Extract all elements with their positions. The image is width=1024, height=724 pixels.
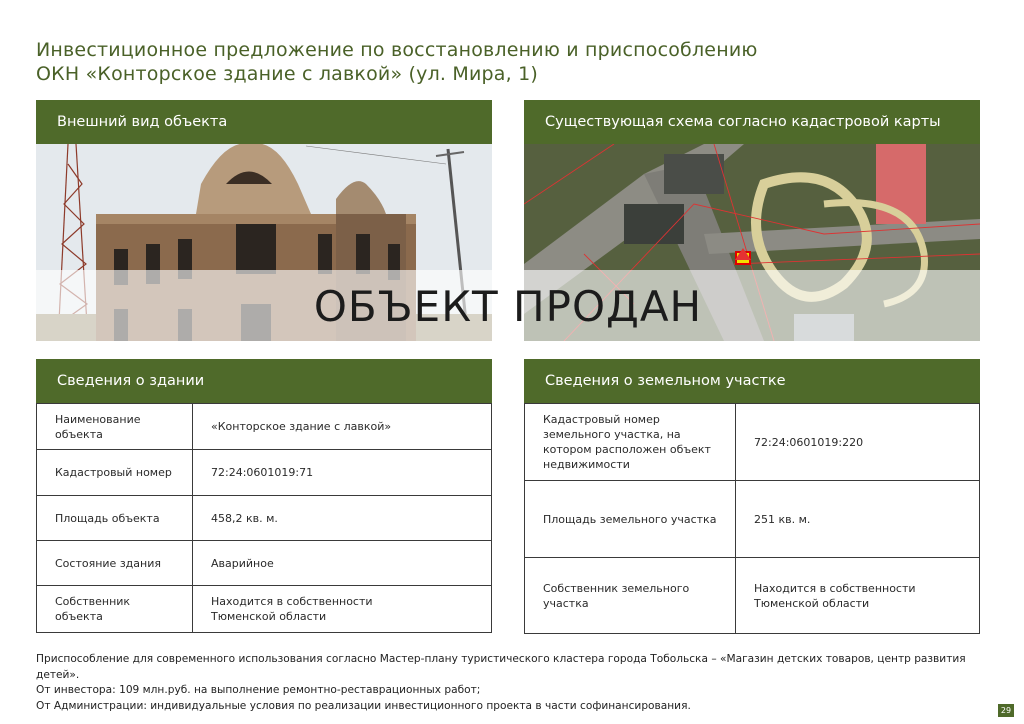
map-panel-header: Существующая схема согласно кадастровой карты — [524, 100, 980, 144]
photo-panel-header: Внешний вид объекта — [36, 100, 492, 144]
sold-label: ОБЪЕКТ ПРОДАН — [313, 282, 703, 331]
table-row — [525, 404, 980, 481]
building-info-header: Сведения о здании — [36, 359, 492, 403]
building-info-panel — [36, 359, 492, 633]
row-label: Собственник земельного участка — [525, 558, 736, 634]
page-title — [36, 38, 996, 86]
row-value: 72:24:0601019:71 — [193, 450, 492, 496]
page-title-line-1: Инвестиционное предложение по восстановлению и приспособлению — [36, 39, 758, 61]
row-value: Находится в собственности Тюменской области — [736, 558, 980, 634]
table-row — [37, 541, 492, 586]
row-value: Аварийное — [193, 541, 492, 586]
table-row — [37, 586, 492, 633]
land-info-table — [524, 403, 980, 634]
row-value: 72:24:0601019:220 — [736, 404, 980, 481]
table-row — [525, 481, 980, 558]
row-value: Находится в собственности Тюменской области — [193, 586, 492, 633]
land-info-panel — [524, 359, 980, 634]
table-row — [37, 496, 492, 541]
table-row — [525, 558, 980, 634]
row-label: Наименование объекта — [37, 404, 193, 450]
land-info-header: Сведения о земельном участке — [524, 359, 980, 403]
row-label: Площадь земельного участка — [525, 481, 736, 558]
row-label: Состояние здания — [37, 541, 193, 586]
page-title-line-2: ОКН «Конторское здание с лавкой» (ул. Мира, 1) — [36, 63, 539, 85]
table-row — [37, 450, 492, 496]
footnote — [36, 652, 996, 714]
page-number: 29 — [998, 704, 1014, 717]
row-label: Кадастровый номер — [37, 450, 193, 496]
building-info-table — [36, 403, 492, 633]
row-value: «Конторское здание с лавкой» — [193, 404, 492, 450]
row-value: 458,2 кв. м. — [193, 496, 492, 541]
table-row — [37, 404, 492, 450]
footnote-line-1: Приспособление для современного использования согласно Мастер-плану туристического кластера города Тобольска – «Магазин детских товаров, центр развития детей». — [36, 653, 966, 681]
row-label: Кадастровый номер земельного участка, на котором расположен объект недвижимости — [525, 404, 736, 481]
row-value: 251 кв. м. — [736, 481, 980, 558]
footnote-line-3: От Администрации: индивидуальные условия по реализации инвестиционного проекта в части софинансирования. — [36, 699, 691, 712]
footnote-line-2: От инвестора: 109 млн.руб. на выполнение ремонтно-реставрационных работ; — [36, 684, 481, 696]
row-label: Собственник объекта — [37, 586, 193, 633]
row-label: Площадь объекта — [37, 496, 193, 541]
